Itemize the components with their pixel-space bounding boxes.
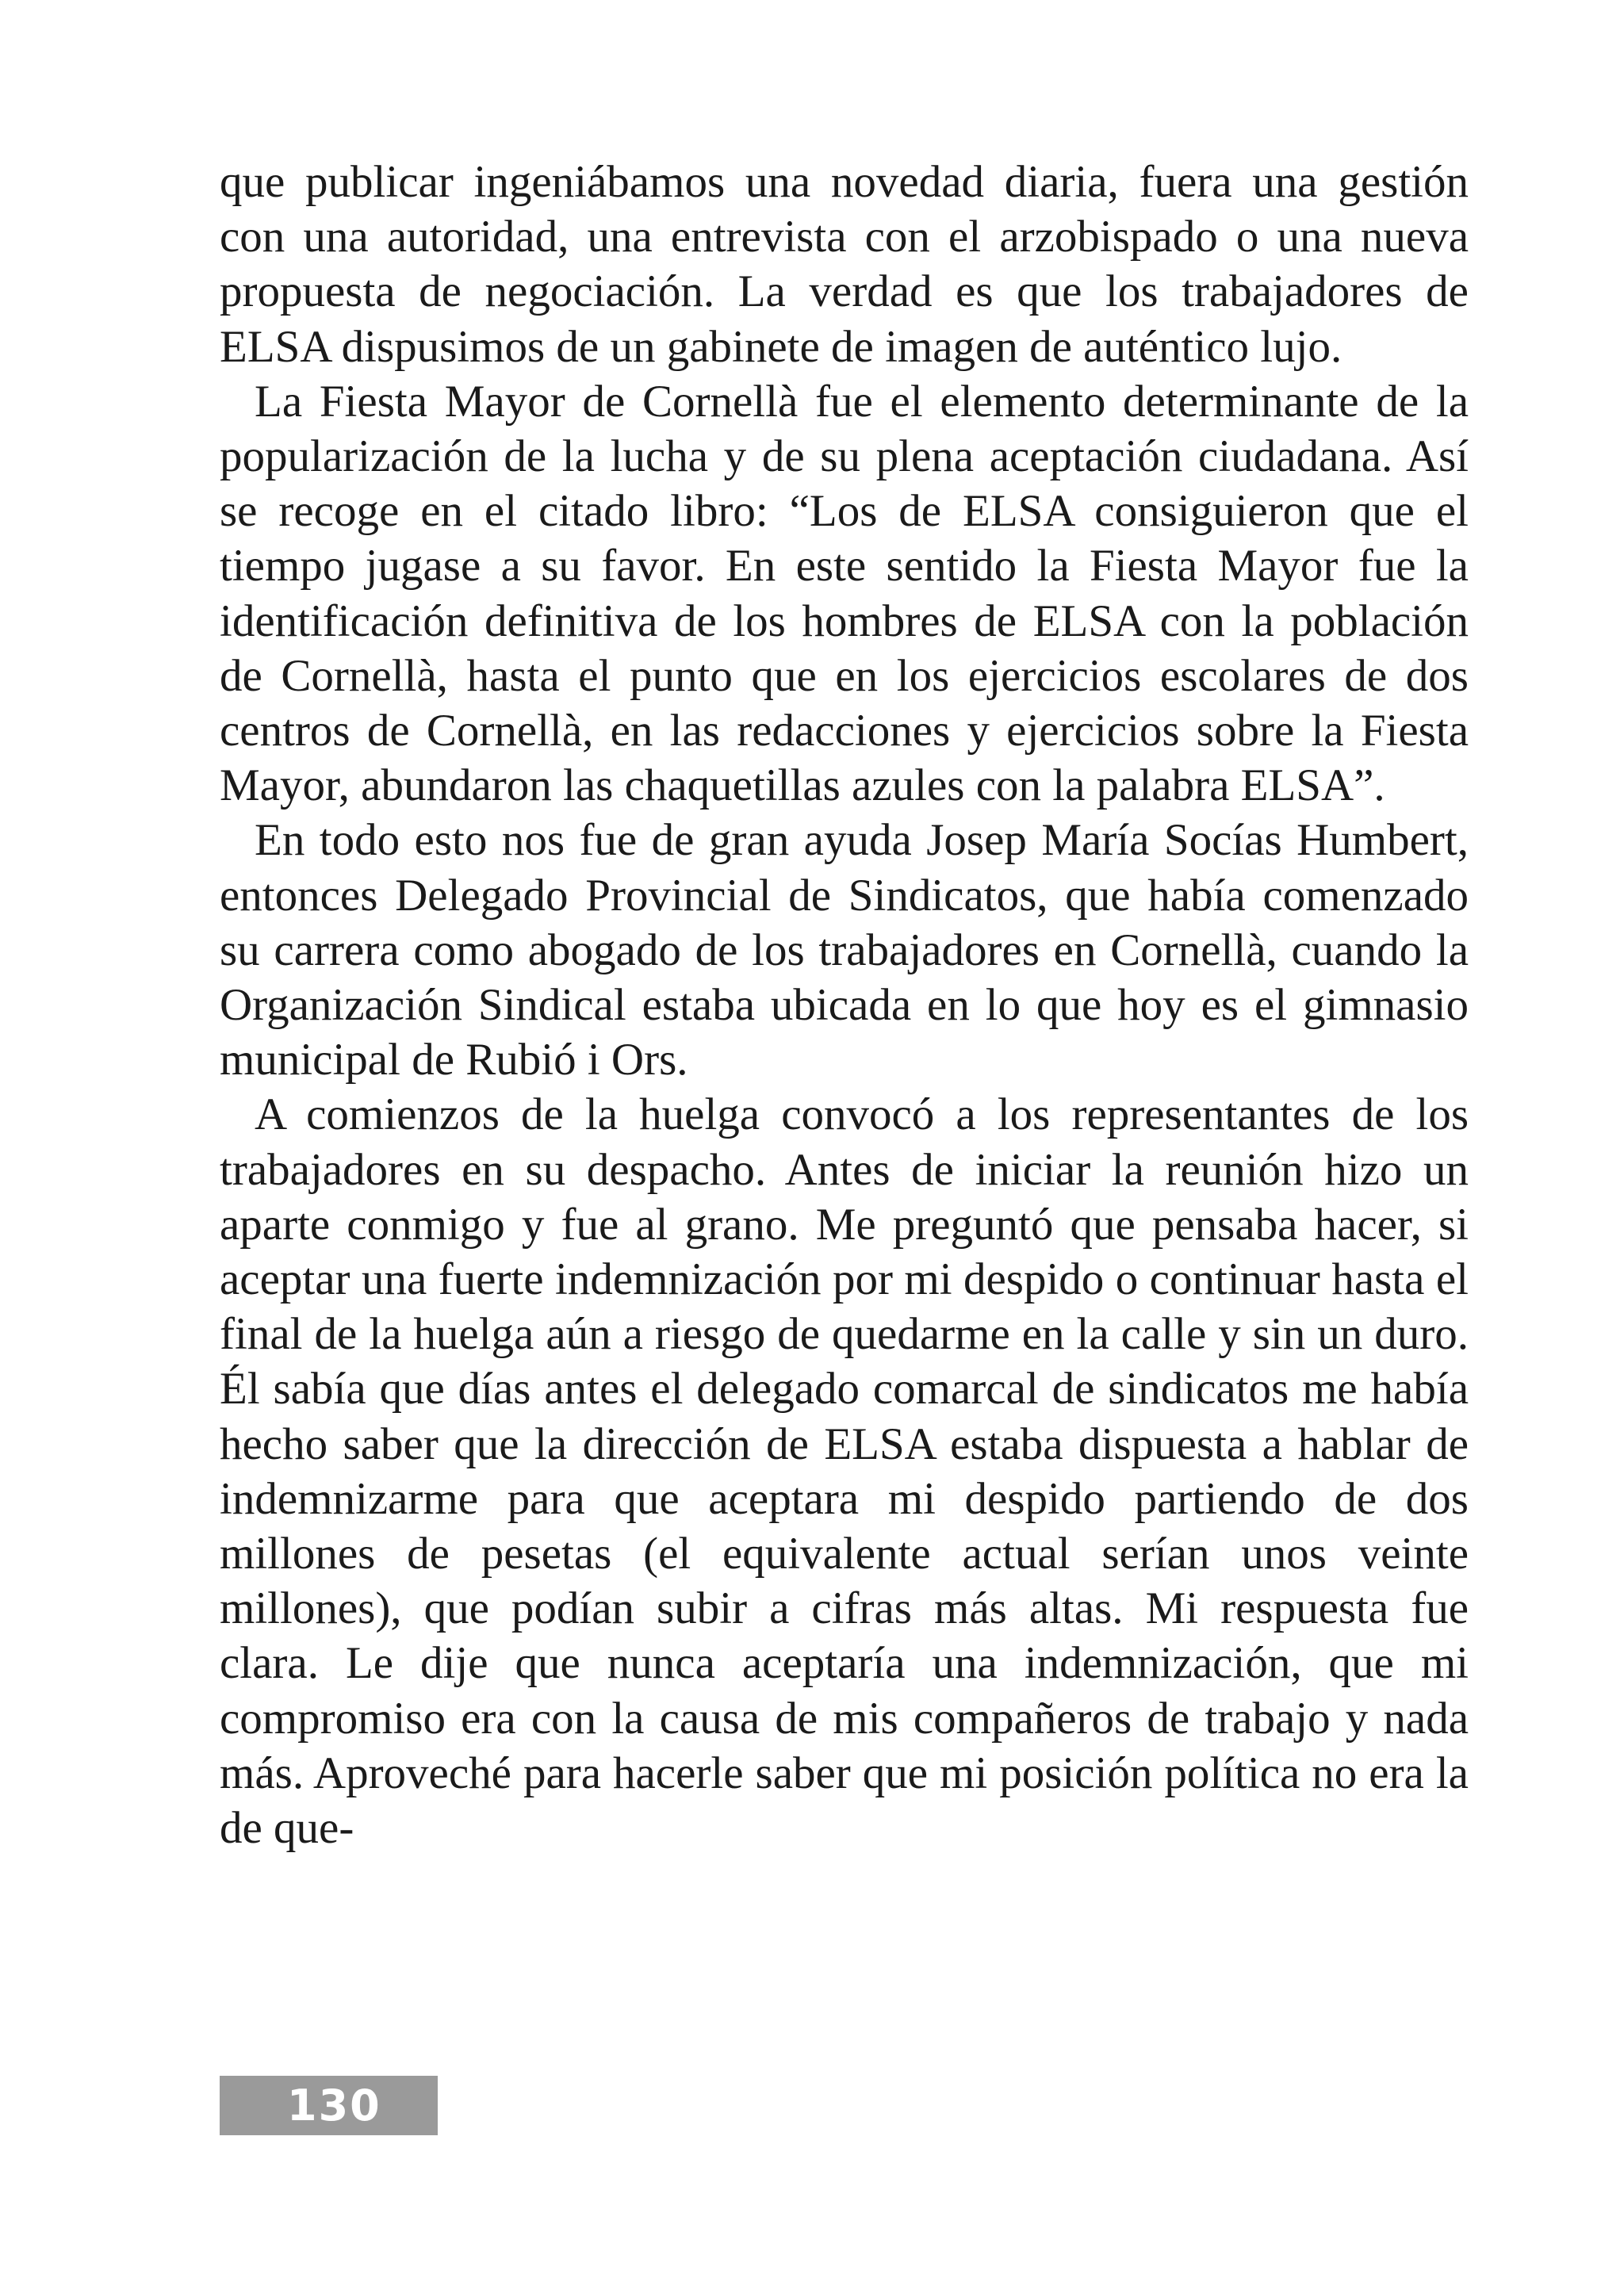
paragraph: La Fiesta Mayor de Cornellà fue el elemento determinante de la popularización de la lucha y de su plena aceptación ciudadana. Así se recoge en el citado libro: “Los de ELSA consiguieron que el tiempo jugase a su favor. En este sentido la Fiesta Mayor fue la identificación definitiva de los hombres de ELSA con la población de Cornellà, hasta el punto que en los ejercicios escolares de dos centros de Cornellà, en las redacciones y ejercicios sobre la Fiesta Mayor, abundaron las chaquetillas azules con la palabra ELSA”. [220,376,1469,811]
paragraph: En todo esto nos fue de gran ayuda Josep María Socías Humbert, entonces Delegado Provincial de Sindicatos, que había comenzado su carrera como abogado de los trabajadores en Cornellà, cuando la Organización Sindical estaba ubicada en lo que hoy es el gimnasio municipal de Rubió i Ors. [220,815,1469,1085]
page-number: 130 [287,2081,381,2130]
page-body [220,155,1469,1855]
paragraph: A comienzos de la huelga convocó a los representantes de los trabajadores en su despacho. Antes de iniciar la reunión hizo un aparte conmigo y fue al grano. Me preguntó que pensaba hacer, si aceptar una fuerte indemnización por mi despido o continuar hasta el final de la huelga aún a riesgo de quedarme en la calle y sin un duro. Él sabía que días antes el delegado comarcal de sindicatos me había hecho saber que la dirección de ELSA estaba dispuesta a hablar de indemnizarme para que aceptara mi despido partiendo de dos millones de pesetas (el equivalente actual serían unos veinte millones), que podían subir a cifras más altas. Mi respuesta fue clara. Le dije que nunca aceptaría una indemnización, que mi compromiso era con la causa de mis compañeros de trabajo y nada más. Aproveché para hacerle saber que mi posición política no era la de que- [220,1089,1469,1854]
page-number-tab [220,2076,438,2135]
paragraph: que publicar ingeniábamos una novedad diaria, fuera una gestión con una autoridad, una entrevista con el arzobispado o una nueva propuesta de negociación. La verdad es que los trabajadores de ELSA dispusimos de un gabinete de imagen de auténtico lujo. [220,157,1469,372]
